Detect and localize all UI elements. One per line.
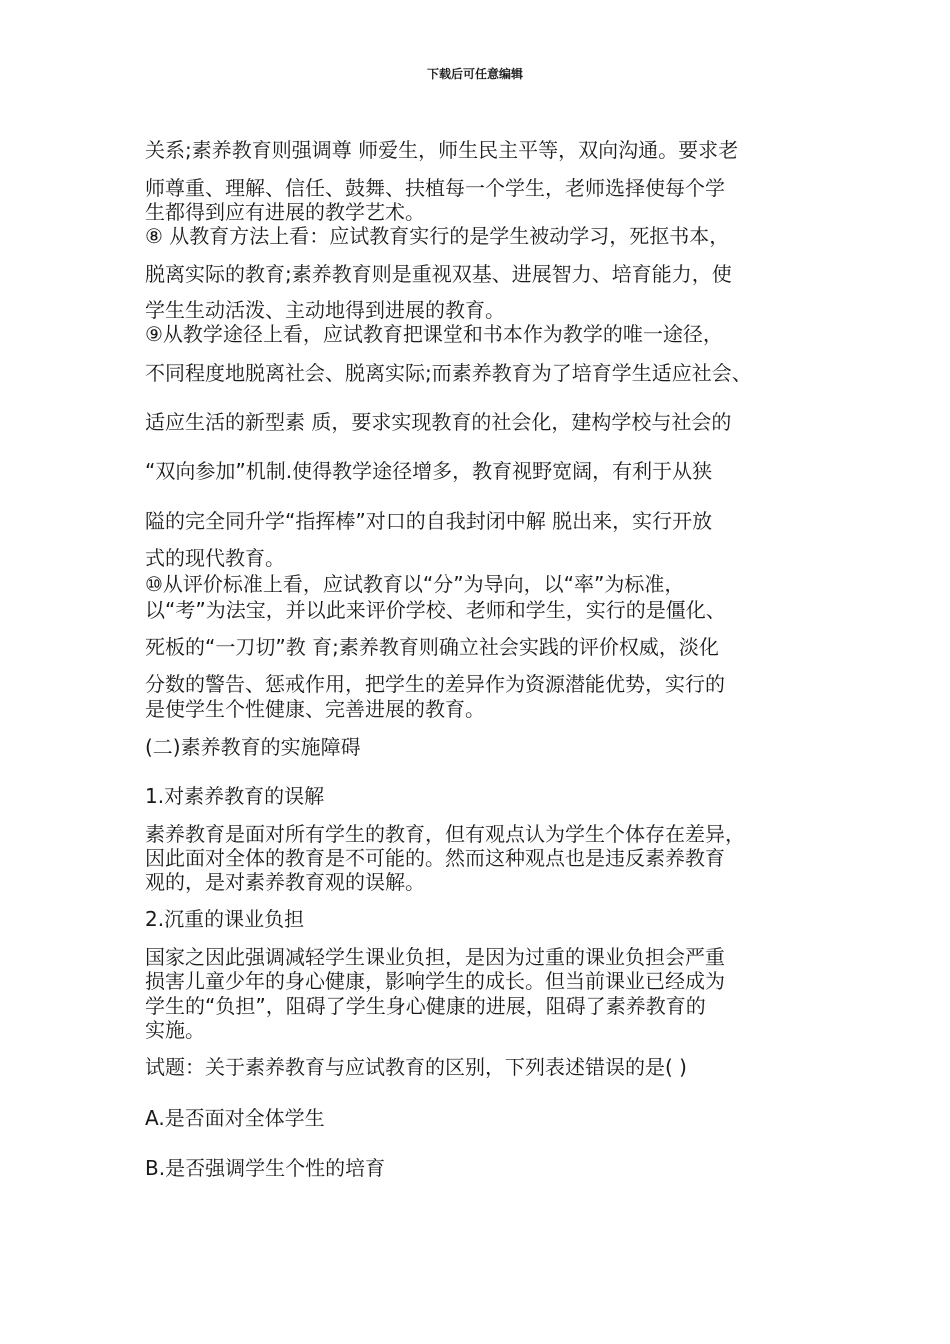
text-line: ⑧ 从教育方法上看：应试教育实行的是学生被动学习，死抠书本，	[145, 224, 730, 248]
text-line: 生都得到应有进展的教学艺术。	[145, 200, 425, 224]
text-line: 素养教育是面对所有学生的教育，但有观点认为学生个体存在差异，	[145, 822, 745, 846]
option-b: B.是否强调学生个性的培育	[145, 1156, 386, 1180]
subsection-heading: 2.沉重的课业负担	[145, 907, 305, 931]
text-line: “双向参加”机制.使得教学途径增多，教育视野宽阔，有利于从狭	[145, 459, 713, 483]
section-heading: (二)素养教育的实施障碍	[145, 735, 361, 759]
subsection-heading: 1.对素养教育的误解	[145, 784, 325, 808]
text-line: 分数的警告、惩戒作用，把学生的差异作为资源潜能优势，实行的	[145, 672, 725, 696]
text-line: 因此面对全体的教育是不可能的。然而这种观点也是违反素养教育	[145, 846, 725, 870]
text-line: 是使学生个性健康、完善进展的教育。	[145, 697, 485, 721]
option-a: A.是否面对全体学生	[145, 1106, 325, 1130]
text-line: ⑨从教学途径上看，应试教育把课堂和书本作为教学的唯一途径，	[145, 322, 723, 346]
page-header: 下载后可任意编辑	[426, 67, 523, 81]
text-line: 学生生动活泼、主动地得到进展的教育。	[145, 298, 505, 322]
text-line: 师尊重、理解、信任、鼓舞、扶植每一个学生，老师选择使每个学	[145, 176, 725, 200]
text-line: ⑩从评价标准上看，应试教育以“分”为导向，以“率”为标准，	[145, 572, 685, 596]
text-line: 以“考”为法宝，并以此来评价学校、老师和学生，实行的是僵化、	[145, 598, 726, 622]
text-line: 实施。	[145, 1018, 205, 1042]
text-line: 脱离实际的教育;素养教育则是重视双基、进展智力、培育能力，使	[145, 262, 732, 286]
text-line: 关系;素养教育则强调尊 师爱生，师生民主平等，双向沟通。要求老	[145, 138, 739, 162]
text-line: 损害儿童少年的身心健康，影响学生的成长。但当前课业已经成为	[145, 969, 725, 993]
text-line: 隘的完全同升学“指挥棒”对口的自我封闭中解 脱出来，实行开放	[145, 509, 713, 533]
text-line: 死板的“一刀切”教 育;素养教育则确立社会实践的评价权威，淡化	[145, 635, 719, 659]
text-line: 学生的“负担”，阻碍了学生身心健康的进展，阻碍了素养教育的	[145, 994, 706, 1018]
text-line: 式的现代教育。	[145, 546, 285, 570]
question-text: 试题：关于素养教育与应试教育的区别，下列表述错误的是( )	[145, 1055, 687, 1079]
text-line: 不同程度地脱离社会、脱离实际;而素养教育为了培育学生适应社会、	[145, 361, 752, 385]
text-line: 适应生活的新型素 质，要求实现教育的社会化，建构学校与社会的	[145, 410, 732, 434]
text-line: 国家之因此强调减轻学生课业负担，是因为过重的课业负担会严重	[145, 945, 725, 969]
text-line: 观的，是对素养教育观的误解。	[145, 870, 425, 894]
